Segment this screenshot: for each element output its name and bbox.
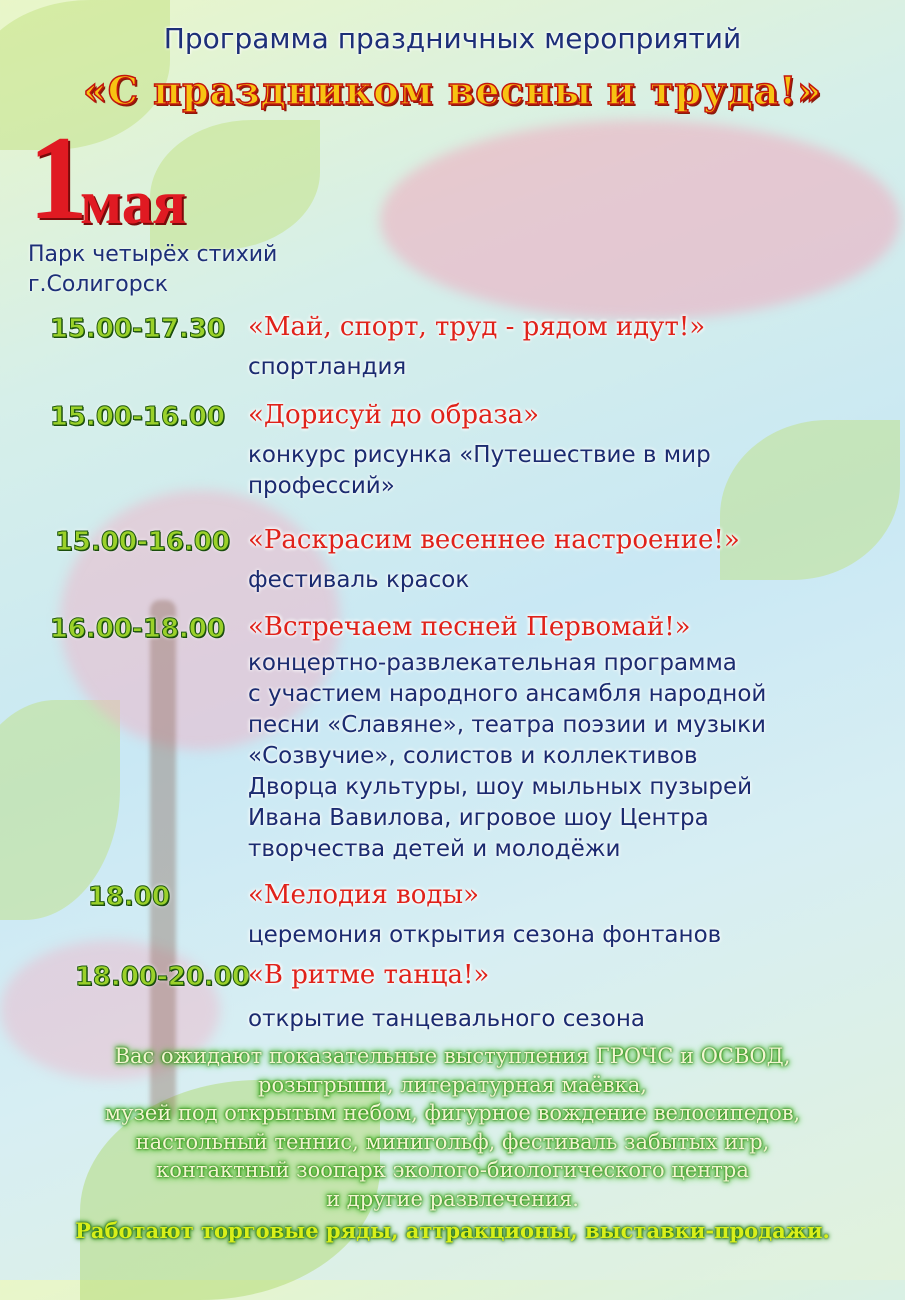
footer-final-line: Работают торговые ряды, аттракционы, выставки-продажи. <box>75 1218 830 1243</box>
footer-line: контактный зоопарк эколого-биологического центра <box>156 1158 749 1182</box>
footer-line: розыгрыши, литературная маёвка, <box>258 1072 647 1097</box>
location-text: Парк четырёх стихий <box>28 242 278 267</box>
event-description-line: «Созвучие», солистов и коллективов <box>248 743 698 769</box>
blossom-decoration <box>380 120 900 320</box>
footer-line: музей под открытым небом, фигурное вождение велосипедов, <box>104 1101 801 1125</box>
event-title: «Встречаем песней Первомай!» <box>248 612 691 642</box>
event-title: «Мелодия воды» <box>248 880 479 910</box>
event-description-line: открытие танцевального сезона <box>248 1006 645 1032</box>
event-description-line: с участием народного ансамбля народной <box>248 681 767 707</box>
event-title: «Дорисуй до образа» <box>248 400 540 430</box>
event-description-line: фестиваль красок <box>248 567 470 593</box>
footer-text <box>0 1042 905 1213</box>
event-description <box>248 352 888 383</box>
event-title: «Май, спорт, труд - рядом идут!» <box>248 312 706 342</box>
footer-line: и другие развлечения. <box>326 1186 579 1211</box>
event-description <box>248 920 888 951</box>
date-number: 1 <box>28 111 88 244</box>
event-title: «В ритме танца!» <box>248 960 490 990</box>
event-time: 18.00-20.00 <box>74 962 250 992</box>
event-time: 15.00-16.00 <box>54 527 230 557</box>
city-text: г.Солигорск <box>28 272 169 297</box>
event-description <box>248 565 888 596</box>
event-description-line: церемония открытия сезона фонтанов <box>248 922 722 948</box>
event-description-line: спортландия <box>248 354 407 380</box>
event-description <box>248 1004 888 1035</box>
footer-line: Вас ожидают показательные выступления ГРОЧС и ОСВОД, <box>114 1044 791 1068</box>
event-description-line: песни «Славяне», театра поэзии и музыки <box>248 712 766 738</box>
event-time: 18.00 <box>87 882 170 912</box>
event-description-line: Ивана Вавилова, игровое шоу Центра <box>248 805 709 831</box>
event-description-line: профессий» <box>248 473 395 499</box>
event-time: 15.00-16.00 <box>49 402 225 432</box>
event-description <box>248 440 888 502</box>
footer-line: настольный теннис, минигольф, фестиваль забытых игр, <box>135 1129 770 1154</box>
event-title: «Раскрасим весеннее настроение!» <box>248 525 740 555</box>
event-description-line: конкурс рисунка «Путешествие в мир <box>248 442 711 468</box>
event-description <box>248 648 888 865</box>
event-time: 16.00-18.00 <box>49 614 225 644</box>
event-time: 15.00-17.30 <box>49 314 225 344</box>
event-description-line: Дворца культуры, шоу мыльных пузырей <box>248 774 753 800</box>
event-description-line: концертно-развлекательная программа <box>248 650 737 676</box>
event-description-line: творчества детей и молодёжи <box>248 836 621 862</box>
program-title: «С праздником весны и труда!» <box>83 68 822 113</box>
date-month: мая <box>80 169 187 237</box>
program-subtitle: Программа праздничных мероприятий <box>163 22 742 55</box>
